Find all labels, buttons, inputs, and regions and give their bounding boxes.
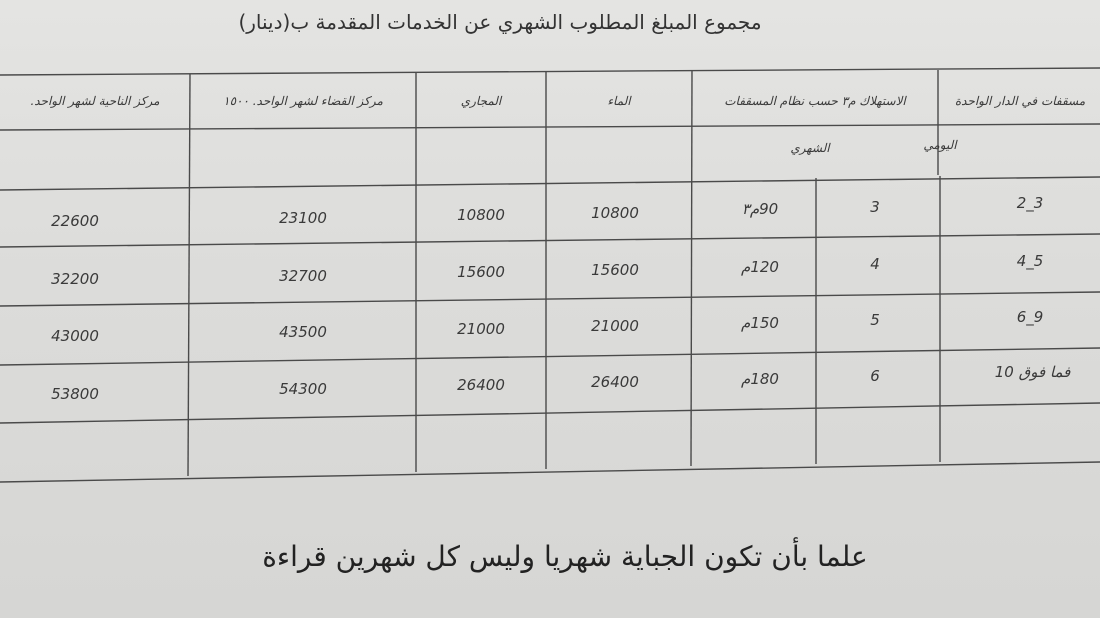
row-4-district: 54300 [279,380,327,398]
row-4-water: 26400 [591,373,639,391]
row-2-units: 5_4 [1016,252,1044,270]
row-1-units: 3_2 [1016,194,1044,212]
row-1-monthly: 90م٣ [741,200,779,218]
row-2-sewer: 15600 [457,263,505,281]
row-1-daily: 3 [870,198,880,216]
row-1-district: 23100 [279,209,327,227]
row-4-monthly: 180م [741,370,779,388]
row-2-subdistrict: 32200 [51,270,99,288]
header-subdistrict: مركز الناحية لشهر الواحد. [30,94,160,108]
footer-note: علما بأن تكون الجباية شهريا وليس كل شهرين قراءة [262,540,868,573]
header-sewer: المجاري [460,94,502,108]
row-3-water: 21000 [591,317,639,335]
row-1-subdistrict: 22600 [51,212,99,230]
row-1-water: 10800 [591,204,639,222]
header-monthly: الشهري [790,141,830,155]
row-3-subdistrict: 43000 [51,327,99,345]
row-3-sewer: 21000 [457,320,505,338]
row-4-daily: 6 [870,367,880,385]
row-2-monthly: 120م [741,258,779,276]
row-3-monthly: 150م [741,314,779,332]
row-3-daily: 5 [870,311,880,329]
header-district: مركز القضاء لشهر الواحد. ١٥٠٠ [223,94,383,108]
row-4-subdistrict: 53800 [51,385,99,403]
header-units: مسقفات في الدار الواحدة [954,94,1086,108]
row-1-sewer: 10800 [457,206,505,224]
row-2-daily: 4 [870,255,880,273]
row-3-units: 9_6 [1016,308,1044,326]
row-2-district: 32700 [279,267,327,285]
row-4-sewer: 26400 [457,376,505,394]
row-3-district: 43500 [279,323,327,341]
row-2-water: 15600 [591,261,639,279]
row-4-units: فما فوق 10 [994,363,1071,381]
header-consumption: الاستهلاك م٣ حسب نظام المسقفات [724,94,906,108]
header-water: الماء [607,94,631,108]
header-daily: اليومي [923,138,957,152]
document-title: مجموع المبلغ المطلوب الشهري عن الخدمات المقدمة ب(دينار) [238,10,762,34]
